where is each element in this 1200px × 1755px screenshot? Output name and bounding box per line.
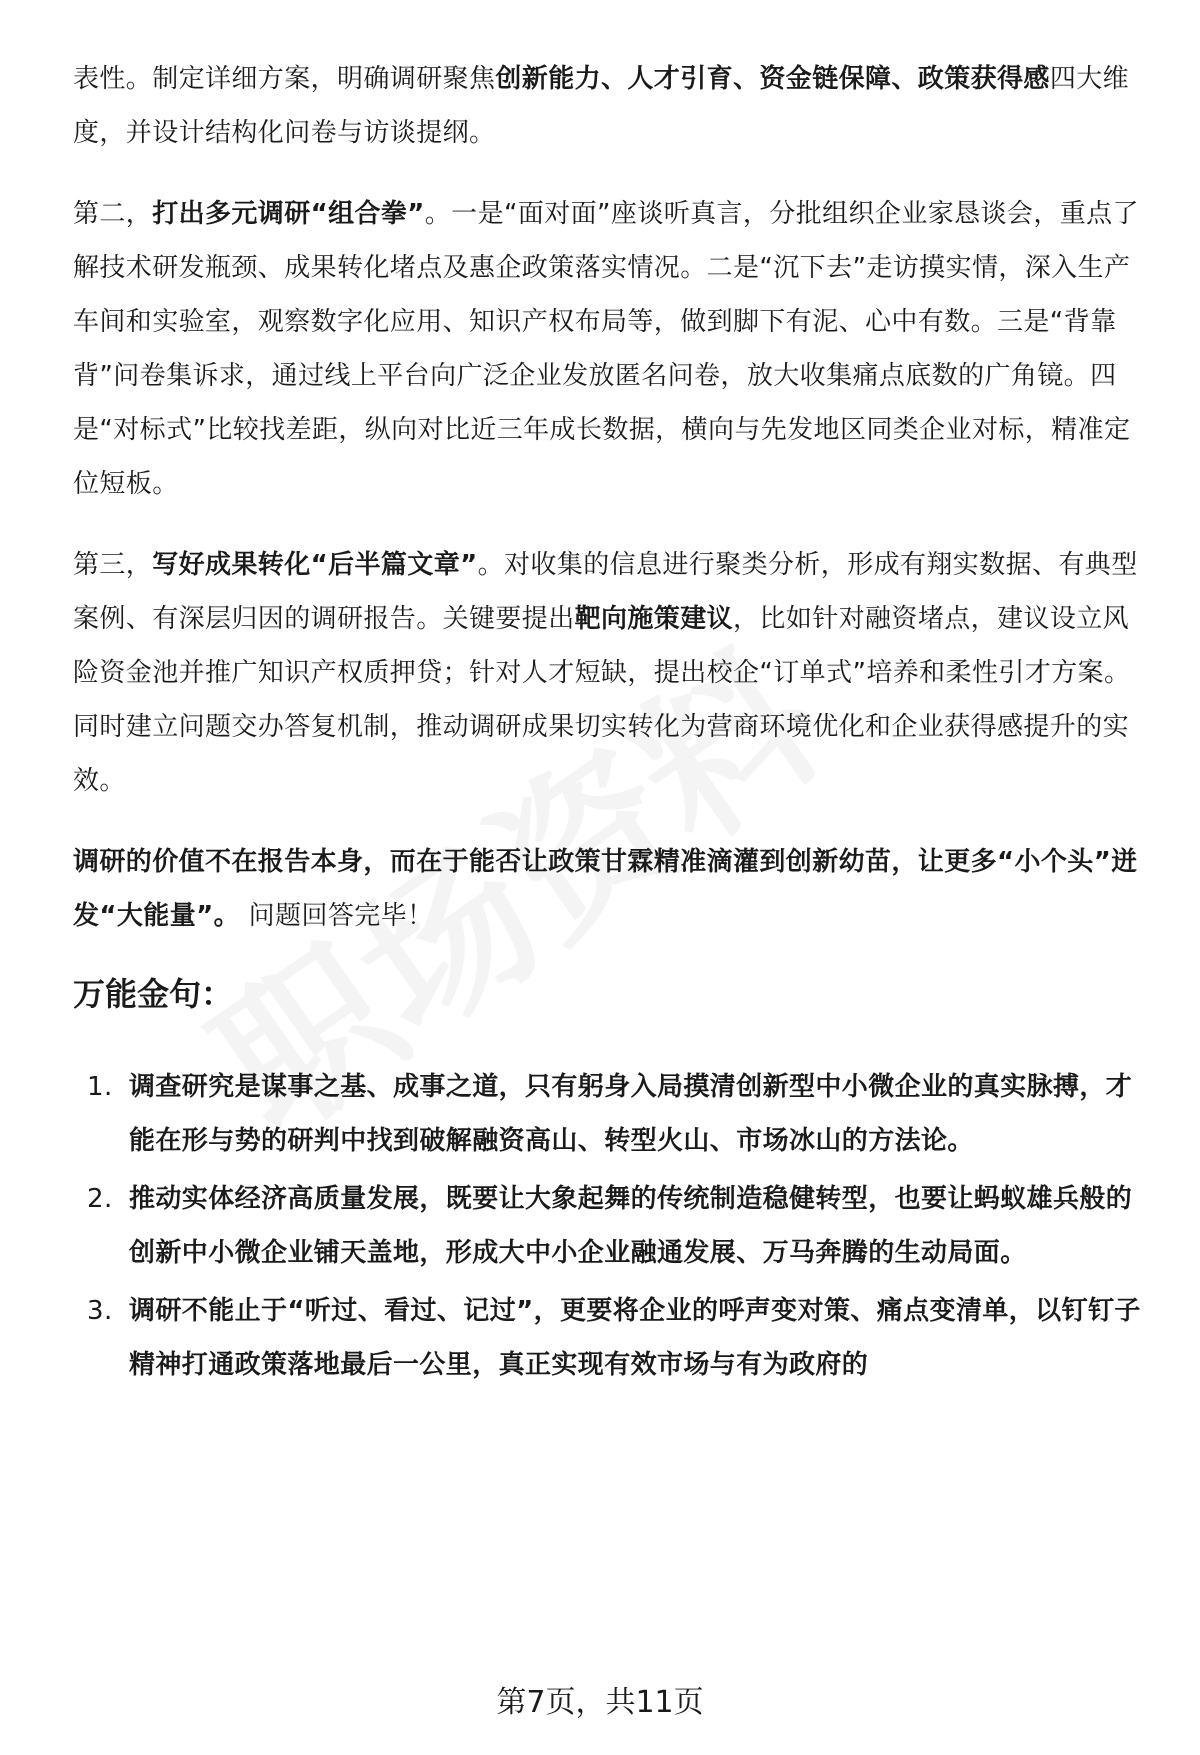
list-text: 调查研究是谋事之基、成事之道，只有躬身入局摸清创新型中小微企业的真实脉搏，才能在形与势的研判中找到破解融资高山、转型火山、市场冰山的方法论。 — [129, 1072, 1133, 1156]
list-item — [73, 1060, 1148, 1168]
text: 第二， — [73, 199, 153, 229]
quote-list — [73, 1060, 1148, 1392]
list-number: 1. — [87, 1072, 113, 1102]
text: 。一是“面对面”座谈听真言，分批组织企业家恳谈会，重点了解技术研发瓶颈、成果转化堵点及惠企政策落实情况。二是“沉下去”走访摸实情，深入生产车间和实验室，观察数字化应用、知识产权布局等，做到脚下有泥、心中有数。三是“背靠背”问卷集诉求，通过线上平台向广泛企业发放匿名问卷，放大收集痛点底数的广角镜。四是“对标式”比较找差距，纵向对比近三年成长数据，横向与先发地区同类企业对标，精准定位短板。 — [73, 199, 1139, 499]
list-item — [73, 1284, 1148, 1392]
text: 第三， — [73, 550, 153, 580]
document-page — [73, 52, 1148, 1396]
paragraph-4 — [73, 835, 1148, 943]
text: 问题回答完毕！ — [239, 901, 434, 931]
bold-text: 靶向施策建议 — [574, 604, 734, 634]
bold-text: 调研的价值不在报告本身，而在于能否让政策甘霖精准滴灌到创新幼苗，让更多“小个头”迸发“大能量”。 — [73, 847, 1138, 931]
page-footer: 第7页，共11页 — [496, 1685, 704, 1720]
text: ，比如针对融资堵点，建议设立风险资金池并推广知识产权质押贷；针对人才短缺，提出校企“订单式”培养和柔性引才方案。同时建立问题交办答复机制，推动调研成果切实转化为营商环境优化和企业获得感提升的实效。 — [73, 604, 1131, 796]
list-text: 推动实体经济高质量发展，既要让大象起舞的传统制造稳健转型，也要让蚂蚁雄兵般的创新中小微企业铺天盖地，形成大中小企业融通发展、万马奔腾的生动局面。 — [129, 1184, 1133, 1268]
list-text: 调研不能止于“听过、看过、记过”，更要将企业的呼声变对策、痛点变清单，以钉钉子精神打通政策落地最后一公里，真正实现有效市场与有为政府的 — [129, 1296, 1141, 1380]
paragraph-3 — [73, 538, 1148, 808]
bold-text: 写好成果转化“后半篇文章” — [152, 550, 478, 580]
bold-text: 打出多元调研“组合拳” — [152, 199, 425, 229]
bold-text: 创新能力、人才引育、资金链保障、政策获得感 — [495, 64, 1050, 94]
paragraph-1 — [73, 52, 1148, 160]
text: 。对收集的信息进行聚类分析，形成有翔实数据、有典型案例、有深层归因的调研报告。关键要提出 — [73, 550, 1138, 634]
list-number: 2. — [87, 1184, 113, 1214]
paragraph-2 — [73, 187, 1148, 511]
section-heading: 万能金句： — [73, 975, 234, 1013]
list-item — [73, 1172, 1148, 1280]
text: 四大维度，并设计结构化问卷与访谈提纲。 — [73, 64, 1130, 148]
text: 表性。制定详细方案，明确调研聚焦 — [73, 64, 496, 94]
list-number: 3. — [87, 1296, 113, 1326]
